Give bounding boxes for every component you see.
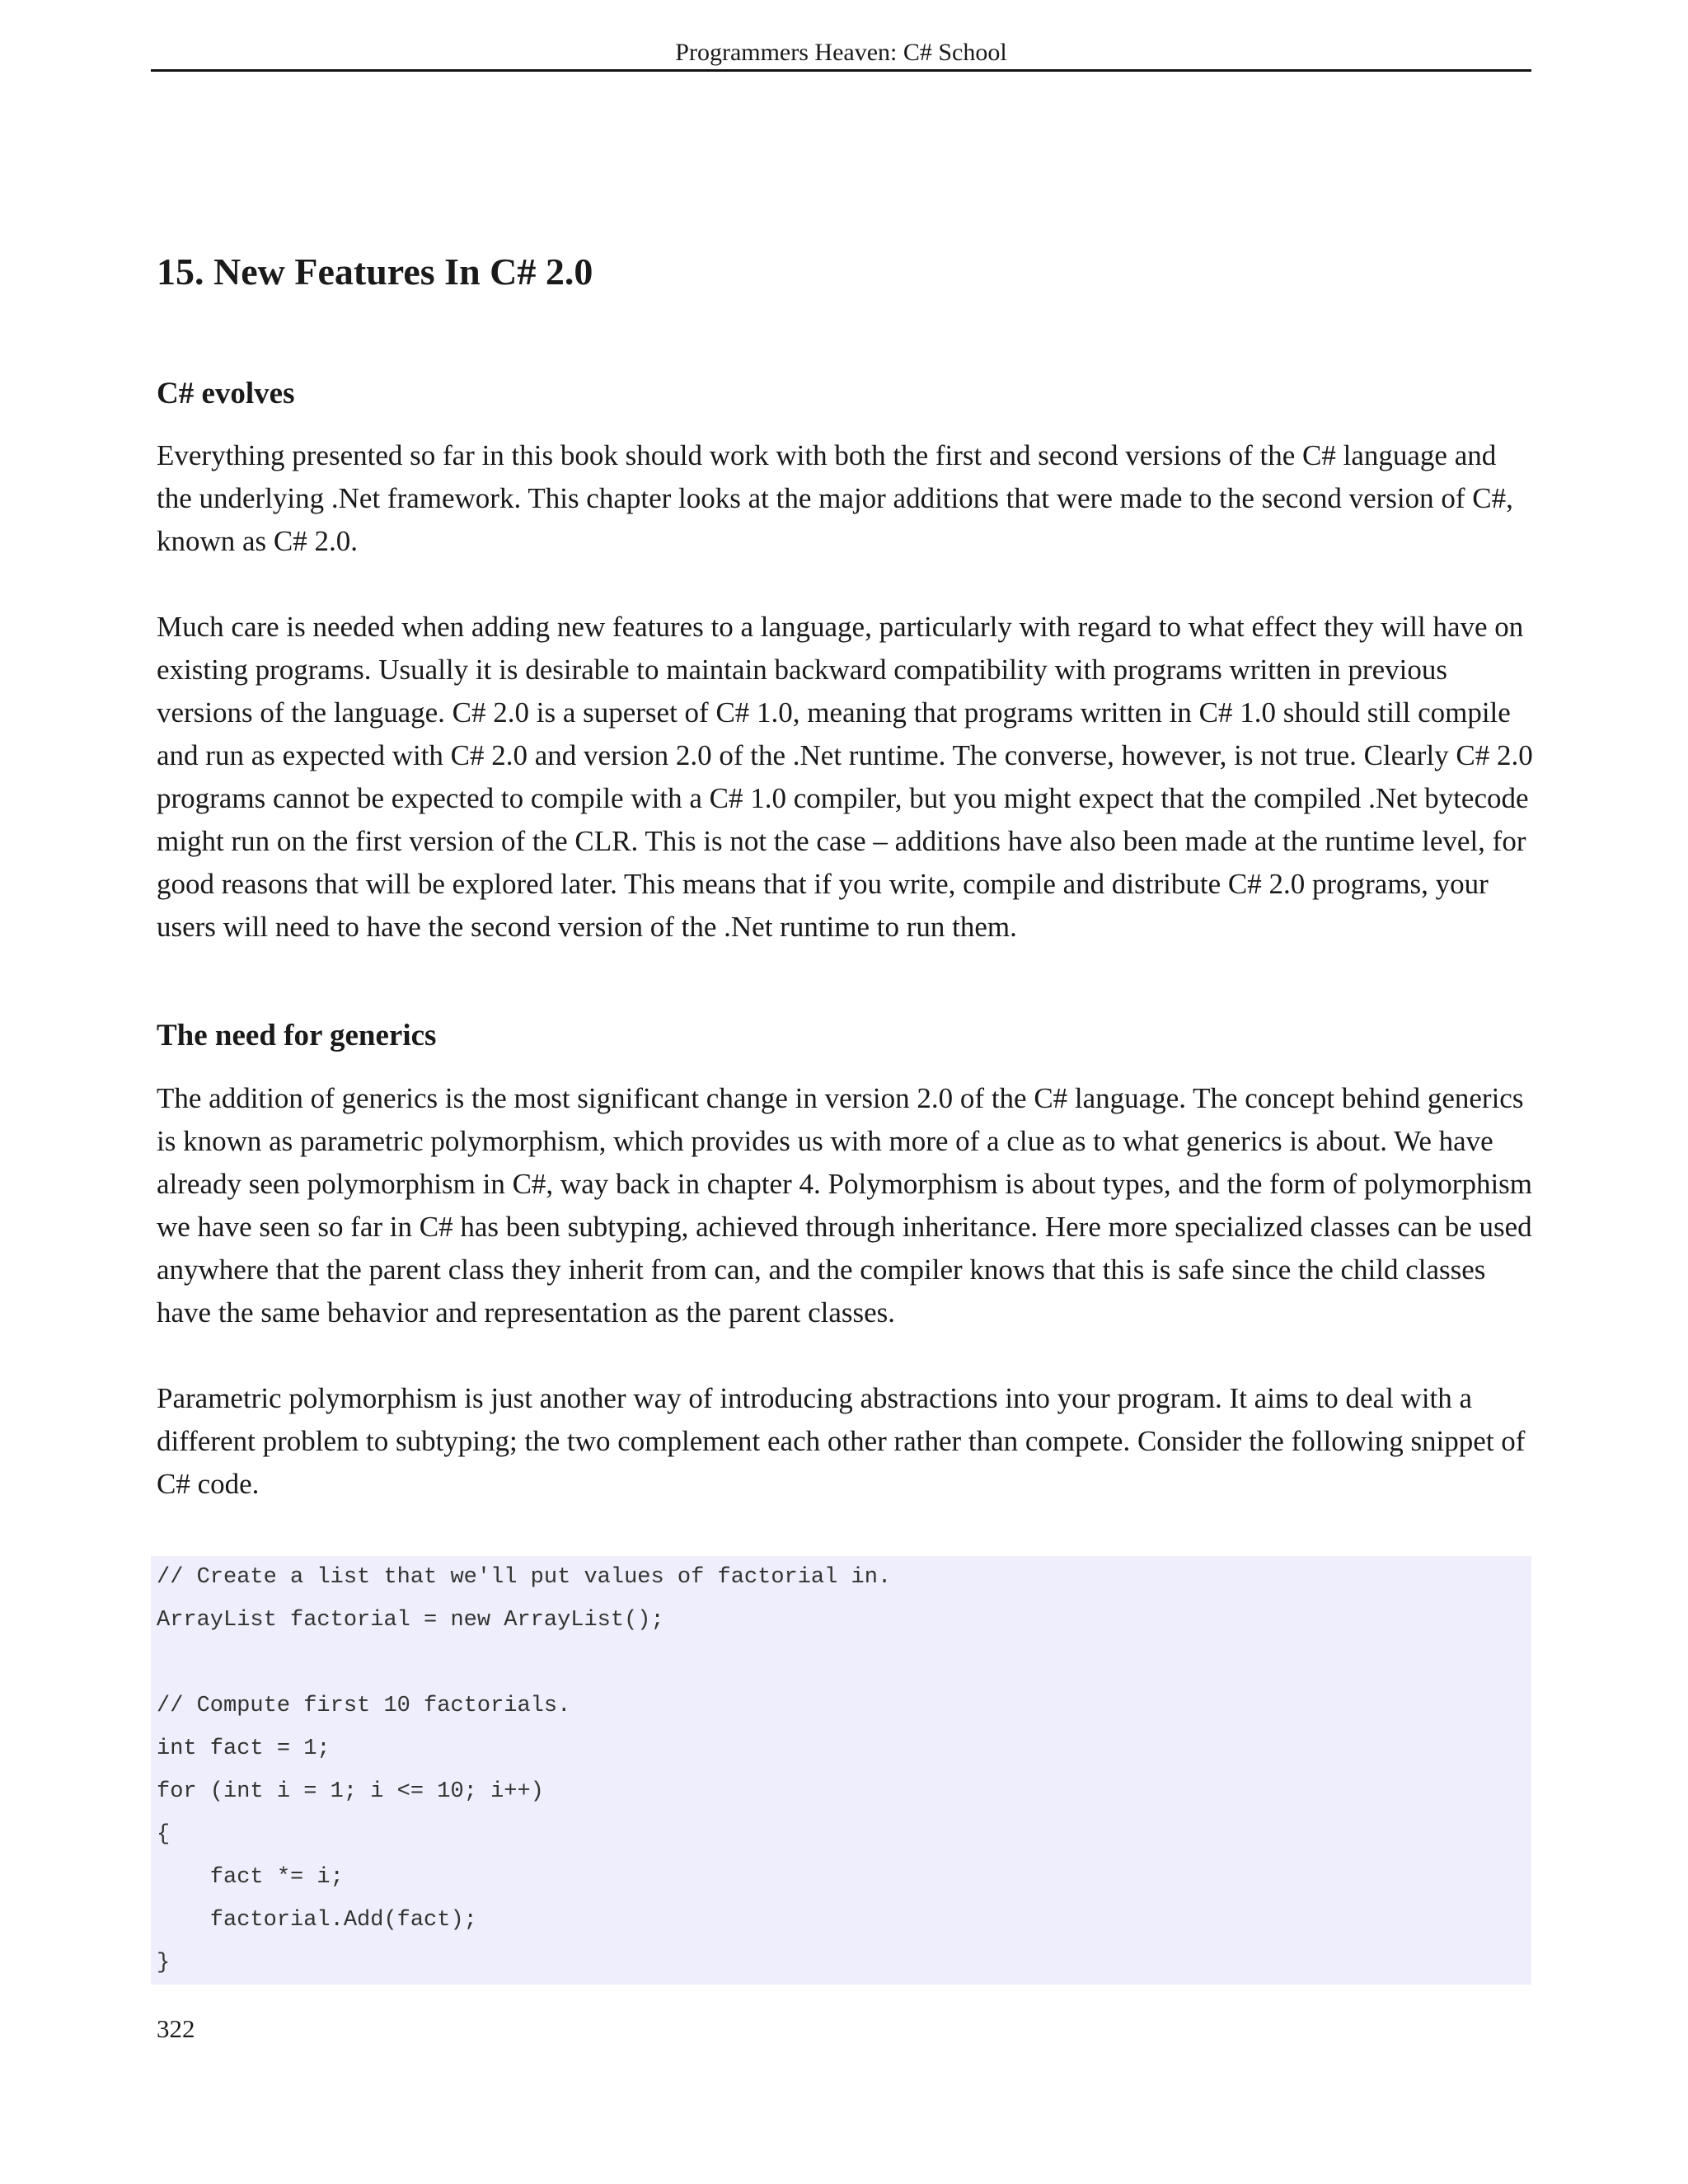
paragraph-generics-1: The addition of generics is the most significant change in version 2.0 of the C# language. The concept behind generics is known as parametric polymorphism, which provides us with more of a clue as to what generics is about. We have already seen polymorphism in C#, way back in chapter 4. Polymorphism is about types, and the form of polymorphism we have seen so far in C# has been subtyping, achieved through inheritance. Here more specialized classes can be used anywhere that the parent class they inherit from can, and the compiler knows that this is safe since the child classes have the same behavior and representation as the parent classes. <box>157 1082 1533 1329</box>
chapter-title: 15. New Features In C# 2.0 <box>157 251 593 293</box>
code-block <box>151 1556 1531 1985</box>
code-line: int fact = 1; <box>157 1736 331 1761</box>
code-line: ArrayList factorial = new ArrayList(); <box>157 1608 664 1633</box>
code-line: factorial.Add(fact); <box>157 1908 477 1933</box>
section-heading-csharp-evolves: C# evolves <box>157 377 295 410</box>
code-line: fact *= i; <box>157 1865 344 1890</box>
running-header: Programmers Heaven: C# School <box>675 39 1007 66</box>
paragraph-evolves-1: Everything presented so far in this book should work with both the first and second versions of the C# language and the underlying .Net framework. This chapter looks at the major additions that were made to the second version of C#, known as C# 2.0. <box>157 439 1513 557</box>
paragraph-generics-2: Parametric polymorphism is just another way of introducing abstractions into your program. It aims to deal with a different problem to subtyping; the two complement each other rather than compete. Consider the following snippet of C# code. <box>157 1382 1526 1500</box>
code-line: // Create a list that we'll put values of factorial in. <box>157 1565 892 1590</box>
code-line: } <box>157 1951 171 1975</box>
paragraph-evolves-2: Much care is needed when adding new features to a language, particularly with regard to what effect they will have on existing programs. Usually it is desirable to maintain backward compatibility with programs written in previous versions of the language. C# 2.0 is a superset of C# 1.0, meaning that programs written in C# 1.0 should still compile and run as expected with C# 2.0 and version 2.0 of the .Net runtime. The converse, however, is not true. Clearly C# 2.0 programs cannot be expected to compile with a C# 1.0 compiler, but you might expect that the compiled .Net bytecode might run on the first version of the CLR. This is not the case – additions have also been made at the runtime level, for good reasons that will be explored later. This means that if you write, compile and distribute C# 2.0 programs, your users will need to have the second version of the .Net runtime to run them. <box>157 611 1533 943</box>
section-heading-need-for-generics: The need for generics <box>157 1019 437 1052</box>
code-line: { <box>157 1822 171 1847</box>
header-rule <box>151 69 1531 72</box>
code-line: // Compute first 10 factorials. <box>157 1694 571 1718</box>
code-line: for (int i = 1; i <= 10; i++) <box>157 1779 544 1804</box>
page-number: 322 <box>157 2014 195 2043</box>
